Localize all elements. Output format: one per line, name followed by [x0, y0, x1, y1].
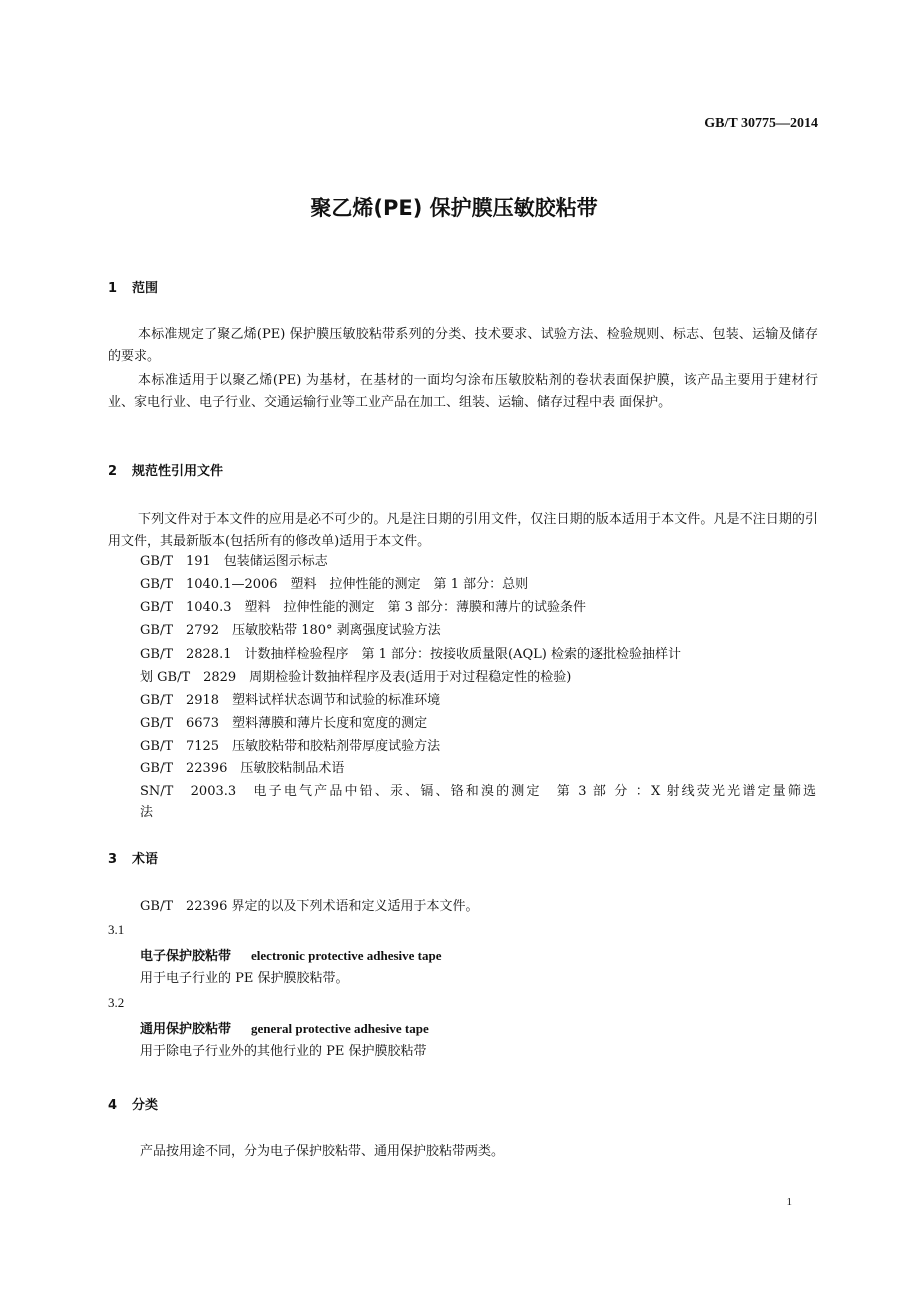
- term-english: general protective adhesive tape: [251, 1021, 429, 1036]
- term-chinese: 通用保护胶粘带: [140, 1022, 232, 1037]
- reference-item: 划 GB/T 2829 周期检验计数抽样程序及表(适用于对过程稳定性的检验): [140, 670, 572, 685]
- term-heading: [140, 945, 442, 964]
- section-1-heading: [108, 277, 158, 296]
- reference-item: GB/T 1040.1—2006 塑料 拉伸性能的测定 第 1 部分：总则: [140, 577, 529, 592]
- standard-code: GB/T 30775—2014: [704, 116, 818, 131]
- document-title: 聚乙烯(PE) 保护膜压敏胶粘带: [310, 196, 598, 220]
- section-4-text: 产品按用途不同，分为电子保护胶粘带、通用保护胶粘带两类。: [140, 1144, 505, 1159]
- section-number: 4: [108, 1098, 118, 1113]
- section-number: 1: [108, 281, 118, 296]
- section-title: 分类: [132, 1098, 159, 1113]
- reference-item: GB/T 191 包装储运图示标志: [140, 554, 328, 569]
- term-english: electronic protective adhesive tape: [251, 948, 442, 963]
- reference-item: SN/T 2003.3 电子电气产品中铅、汞、镉、铬和溴的测定 第 3 部 分 ：X 射线荧光光谱定量筛选: [140, 784, 816, 799]
- term-definition: 用于除电子行业外的其他行业的 PE 保护膜胶粘带: [140, 1044, 427, 1059]
- term-number: 3.1: [108, 922, 125, 937]
- section-number: 2: [108, 464, 118, 479]
- reference-item: GB/T 7125 压敏胶粘带和胶粘剂带厚度试验方法: [140, 739, 441, 754]
- section-2-intro: 下列文件对于本文件的应用是必不可少的。凡是注日期的引用文件，仅注日期的版本适用于本文件。凡是不注日期的引用文件，其最新版本(包括所有的修改单)适用于本文件。: [108, 512, 818, 549]
- section-4-heading: [108, 1094, 158, 1113]
- term-heading: [140, 1018, 429, 1037]
- section-title: 术语: [132, 852, 159, 867]
- reference-item: GB/T 2792 压敏胶粘带 180° 剥离强度试验方法: [140, 623, 441, 638]
- section-title: 规范性引用文件: [132, 464, 224, 479]
- reference-item: GB/T 1040.3 塑料 拉伸性能的测定 第 3 部分：薄膜和薄片的试验条件: [140, 600, 587, 615]
- reference-item: GB/T 2918 塑料试样状态调节和试验的标准环境: [140, 693, 441, 708]
- reference-item-continuation: 法: [140, 805, 154, 820]
- reference-item: GB/T 22396 压敏胶粘制品术语: [140, 761, 345, 776]
- section-3-intro: GB/T 22396 界定的以及下列术语和定义适用于本文件。: [140, 899, 479, 914]
- section-3-heading: [108, 848, 158, 867]
- section-number: 3: [108, 852, 118, 867]
- reference-item: GB/T 6673 塑料薄膜和薄片长度和宽度的测定: [140, 716, 428, 731]
- page-number: 1: [786, 1196, 792, 1208]
- term-definition: 用于电子行业的 PE 保护膜胶粘带。: [140, 971, 349, 986]
- section-title: 范围: [132, 281, 159, 296]
- term-chinese: 电子保护胶粘带: [140, 949, 232, 964]
- term-number: 3.2: [108, 995, 125, 1010]
- section-2-heading: [108, 460, 223, 479]
- reference-item: GB/T 2828.1 计数抽样检验程序 第 1 部分：按接收质量限(AQL) 检索的逐批检验抽样计: [140, 647, 681, 662]
- section-1-paragraph: 本标准适用于以聚乙烯(PE) 为基材，在基材的一面均匀涂布压敏胶粘剂的卷状表面保护膜，该产品主要用于建材行业、家电行业、电子行业、交通运输行业等工业产品在加工、组装、运输、储存过程中表 面保护。: [108, 373, 818, 410]
- section-1-paragraph: 本标准规定了聚乙烯(PE) 保护膜压敏胶粘带系列的分类、技术要求、试验方法、检验规则、标志、包装、运输及储存的要求。: [108, 327, 818, 364]
